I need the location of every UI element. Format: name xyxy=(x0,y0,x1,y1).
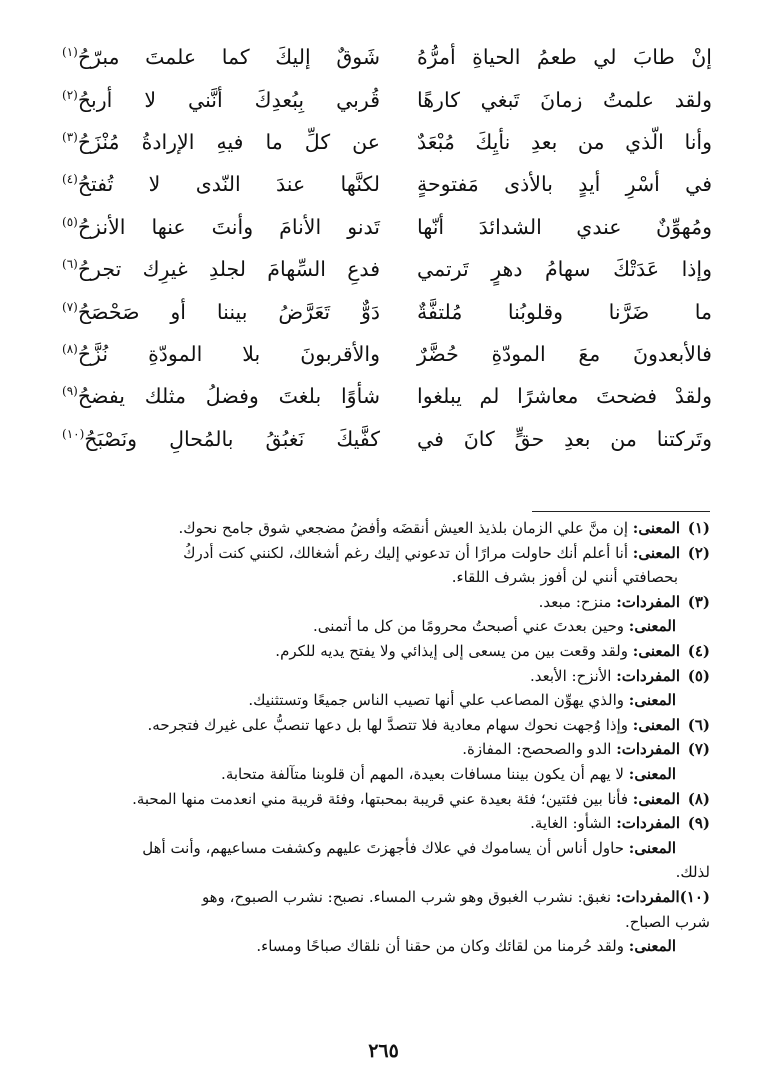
verse-second-hemistich xyxy=(62,127,380,157)
verse-second-hemistich xyxy=(62,212,380,242)
footnote-label: المفردات: xyxy=(615,887,680,906)
footnote xyxy=(60,762,710,787)
footnote xyxy=(60,811,710,836)
verse-second-hemistich xyxy=(62,85,380,115)
verse-first-hemistich: إنْ طابَ لي طعمُ الحياةِ أمرُّهُ xyxy=(417,45,712,70)
footnote-text: إن منَّ علي الزمان بلذيذ العيش أنقضَه وأفضُ مضجعي شوق جامح نحوك. xyxy=(178,519,628,537)
footnote-number: (٨) xyxy=(687,789,710,808)
verse xyxy=(62,163,712,205)
footnote-number: (٧) xyxy=(687,740,710,759)
footnote-text: الدو والصحصح: المفازة. xyxy=(462,740,612,759)
footnote-label: المعنى: xyxy=(628,691,676,710)
hemistich-text: عن كلِّ ما فيهِ الإرادةُ مُنْزَحُ xyxy=(77,129,380,154)
footnote-label: المعنى: xyxy=(628,838,676,857)
hemistich-text: فدعِ السِّهامَ لجلدِ غيرِك تجرحُ xyxy=(77,257,380,282)
verse-first-hemistich: وأنا الّذي من بعدِ نأيِكَ مُبْعَدٌ xyxy=(417,129,712,154)
footnote xyxy=(60,590,710,615)
footnote-number: (٢) xyxy=(687,543,710,562)
hemistich-text: والأقربونَ بلا المودّةِ نُزَّحُ xyxy=(77,341,380,366)
verse xyxy=(62,418,712,460)
verse-first-hemistich: في أسْرِ أيدٍ بالأذى مَفتوحةٍ xyxy=(417,172,712,197)
verse-second-hemistich xyxy=(62,424,380,454)
hemistich-text: لكنَّها عندَ النّدى لا تُفتحُ xyxy=(77,172,380,197)
hemistich-text: قُربي بِبُعدِكَ أنَّني لا أربحُ xyxy=(77,87,380,112)
footnote-text: والذي يهوِّن المصاعب علي أنها تصيب الناس جميعًا وتستثنيك. xyxy=(248,691,624,710)
footnote-label: المعنى: xyxy=(628,617,676,636)
footnote-text: أنا أعلم أنك حاولت مرارًا أن تدعوني إليك رغم أشغالك، لكنني كنت أدركُ xyxy=(183,543,628,562)
footnote-marker: (٣) xyxy=(62,130,78,145)
footnote-text: حاول أناس أن يساموك في علاك فأجهزتَ عليهم وكشفت مساعيهم، وأنت أهل xyxy=(142,838,624,857)
footnote-marker: (٤) xyxy=(62,172,78,187)
footnote-marker: (٥) xyxy=(62,214,78,229)
footnote-text: ولقد حُرمنا من لقائك وكان من حقنا أن نلقاك صباحًا ومساء. xyxy=(256,937,624,956)
verse xyxy=(62,78,712,120)
verse xyxy=(62,36,712,78)
footnote-text: لا يهم أن يكون بيننا مسافات بعيدة، المهم أن قلوبنا متآلفة متحابة. xyxy=(221,764,624,783)
footnote-separator xyxy=(532,511,710,512)
hemistich-text: شأوًا بلغتَ وفضلُ مثلك يفضحُ xyxy=(77,384,380,409)
verse-first-hemistich: وتَركتنا من بعدِ حقٍّ كانَ في xyxy=(417,426,712,451)
footnote xyxy=(60,541,710,566)
footnote xyxy=(60,713,710,738)
footnote-text: فأنا بين فئتين؛ فئة بعيدة عني قريبة بمحبتها، وفئة قريبة مني انعدمت منها المحبة. xyxy=(132,789,628,808)
footnote-label: المعنى: xyxy=(628,937,676,956)
verse-first-hemistich: ما ضَرَّنا وقلوبُنا مُلتفَّةٌ xyxy=(417,299,712,324)
footnote xyxy=(60,639,710,664)
verse-second-hemistich xyxy=(62,254,380,284)
verse-first-hemistich: وإذا عَدَتْكَ سهامُ دهرٍ تَرتمي xyxy=(417,257,712,282)
hemistich-text: دَوٌّ تَعَرَّضُ بيننا أو صَحْصَحُ xyxy=(77,299,380,324)
footnote xyxy=(60,614,710,639)
footnote xyxy=(60,664,710,689)
footnote-text: وإذا وُجهت نحوك سهام معادية فلا تتصدَّ لها بل دعها تنصبُّ على غيرك فتجرحه. xyxy=(147,715,628,734)
footnote-marker: (١٠) xyxy=(62,426,85,441)
footnote-continuation: شرب الصباح. xyxy=(624,912,710,931)
page-number: ٢٦٥ xyxy=(368,1040,399,1062)
poem xyxy=(62,36,712,460)
verse xyxy=(62,248,712,290)
footnote xyxy=(60,836,710,861)
verse-first-hemistich: ومُهوِّنٌ عندي الشدائدَ أنّها xyxy=(417,214,712,239)
footnote xyxy=(60,688,710,713)
footnote-text: منزح: مبعد. xyxy=(538,592,612,611)
footnotes xyxy=(60,516,710,959)
verse-second-hemistich xyxy=(62,339,380,369)
footnote-number: (٣) xyxy=(687,592,710,611)
footnote-marker: (١) xyxy=(62,45,78,60)
footnote-number: (٤) xyxy=(687,641,710,660)
footnote xyxy=(60,737,710,762)
footnote-label: المعنى: xyxy=(632,641,680,660)
verse xyxy=(62,375,712,417)
footnote-marker: (٢) xyxy=(62,87,78,102)
footnote-label: المعنى: xyxy=(632,543,680,562)
verse-second-hemistich xyxy=(62,297,380,327)
hemistich-text: شَوقٌ إليكَ كما علمتَ مبرّحُ xyxy=(77,45,380,70)
verse xyxy=(62,121,712,163)
footnote-label: المعنى: xyxy=(628,764,676,783)
footnote-number: (١٠) xyxy=(679,887,710,906)
verse-first-hemistich: ولقد علمتُ زمانَ تَبغي كارهًا xyxy=(417,87,712,112)
verse-first-hemistich: ولقدْ فضحتَ معاشرًا لم يبلغوا xyxy=(417,384,712,409)
footnote-label: المعنى: xyxy=(632,789,680,808)
footnote-number: (٦) xyxy=(687,715,710,734)
footnote xyxy=(60,787,710,812)
footnote-label: المفردات: xyxy=(616,814,680,833)
verse-second-hemistich xyxy=(62,381,380,411)
footnote-label: المفردات: xyxy=(616,592,680,611)
footnote-number: (٥) xyxy=(687,666,710,685)
footnote-number: (٩) xyxy=(687,814,710,833)
verse-first-hemistich: فالأبعدونَ معَ المودّةِ حُضَّرٌ xyxy=(417,341,712,366)
hemistich-text: تَدنو الأنامَ وأنتَ عنها الأنزحُ xyxy=(77,214,380,239)
footnote-text: وحين بعدتَ عني أصبحتُ محرومًا من كل ما أتمنى. xyxy=(312,617,624,636)
footnote-marker: (٨) xyxy=(62,342,78,357)
verse xyxy=(62,290,712,332)
footnote xyxy=(60,885,710,910)
footnote-label: المفردات: xyxy=(616,740,680,759)
footnote-marker: (٧) xyxy=(62,299,78,314)
verse-second-hemistich xyxy=(62,169,380,199)
footnote-text: ولقد وقعت بين من يسعى إلى إيذائي ولا يفتح يديه للكرم. xyxy=(275,641,628,660)
footnote-continuation: بحصافتي أنني لن أفوز بشرف اللقاء. xyxy=(451,568,678,587)
footnote-text: الشأو: الغاية. xyxy=(530,814,612,833)
footnote-label: المفردات: xyxy=(616,666,680,685)
footnote-number: (١) xyxy=(687,519,710,537)
verse xyxy=(62,206,712,248)
footnote-continuation: لذلك. xyxy=(675,863,710,882)
footnote-label: المعنى: xyxy=(632,519,680,537)
footnote-text: نغبق: نشرب الغبوق وهو شرب المساء. نصبح: نشرب الصبوح، وهو xyxy=(201,887,612,906)
footnote-label: المعنى: xyxy=(632,715,680,734)
footnote-text: الأنزح: الأبعد. xyxy=(529,666,612,685)
footnote-marker: (٦) xyxy=(62,257,78,272)
verse-second-hemistich xyxy=(62,42,380,72)
hemistich-text: كفَّيكَ نَغبُقُ بالمُحالِ ونَصْبَحُ xyxy=(84,426,380,451)
footnote xyxy=(60,934,710,959)
verse xyxy=(62,333,712,375)
footnote xyxy=(60,516,710,541)
footnote-marker: (٩) xyxy=(62,384,78,399)
